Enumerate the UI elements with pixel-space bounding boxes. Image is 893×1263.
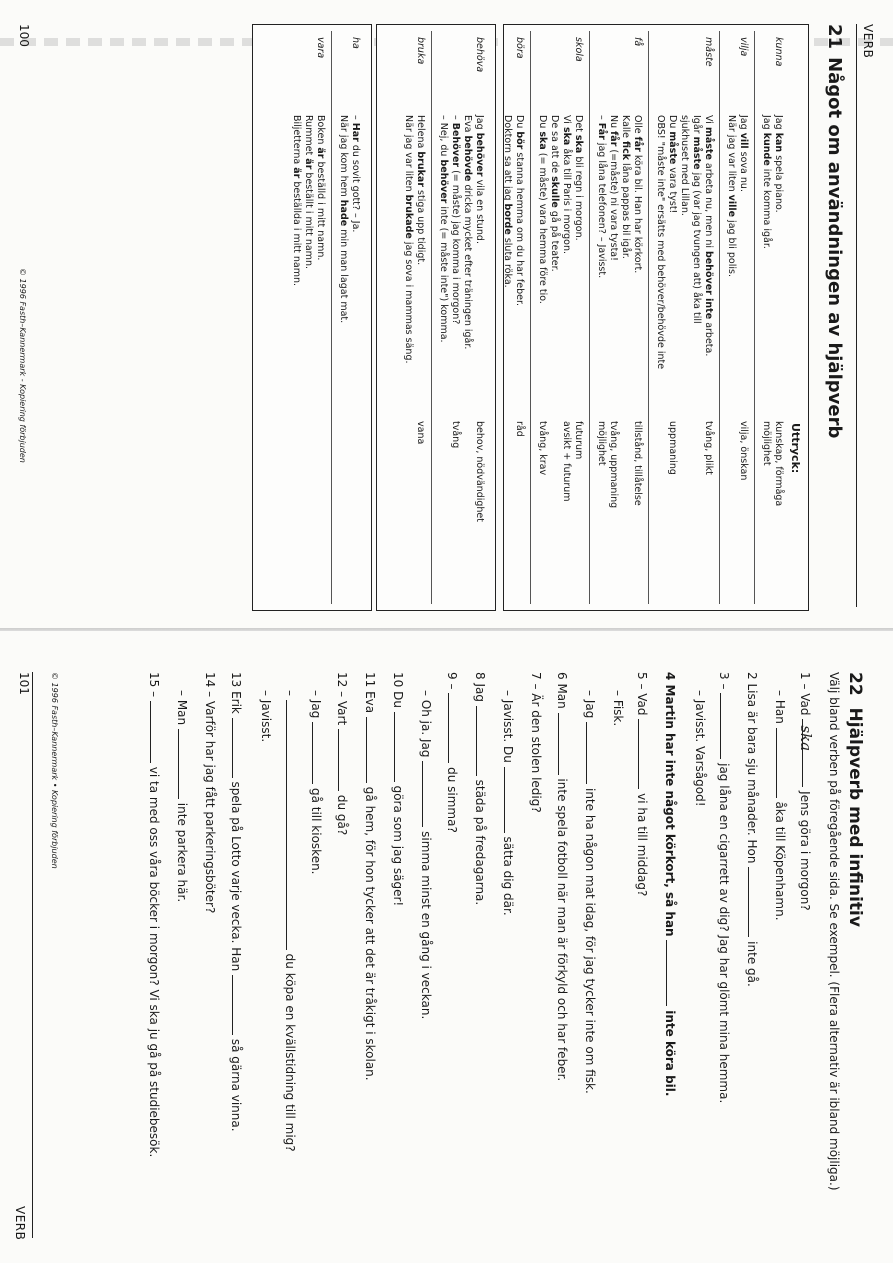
exercise-3: 3 – jag låna en cigarrett av dig? Jag har glömt mina hemma. (717, 672, 731, 1104)
verb-row (654, 25, 714, 610)
example-line: När jag kom hem hade min man lagat mat. (338, 115, 349, 324)
ha-vara-box (252, 24, 372, 611)
example-line: Du bör stanna hemma om du har feber. (514, 115, 525, 307)
example-sentences (337, 115, 361, 415)
exercise-1b: – Han åka till Köpenhamn. (773, 690, 787, 921)
verb-row (337, 25, 361, 610)
example-line: Helena brukar stiga upp tidigt. (415, 115, 426, 266)
answer-blank[interactable] (448, 693, 461, 763)
answer-blank[interactable] (586, 722, 599, 784)
exercise-14: 14 – Varför har jag fått parkeringsböter? (203, 672, 217, 914)
answer-blank[interactable] (776, 728, 789, 798)
exercise-5c: – Jag inte ha någon mat idag, för jag tycker inte om fisk. (583, 690, 597, 1094)
example-line: När jag var liten brukade jag sova i mammas säng. (403, 115, 414, 364)
example-line: Du måste vara tyst! (667, 115, 678, 214)
example-line: Igår måste jag (var jag tvungen att) åka till (691, 115, 702, 324)
answer-blank[interactable] (638, 719, 651, 789)
verb-row (725, 25, 749, 610)
expression-meaning: futurum avsikt + futurum tvång, krav (537, 421, 584, 502)
exercise-instructions: Välj bland verben på föregående sida. Se exempel. (Flera alternativ är ibland möjliga.) (827, 672, 841, 1191)
behova-bruka-box (376, 24, 496, 611)
expression-meaning: tillstånd, tillåtelse tvång, uppmaning möjlighet (596, 421, 643, 509)
verb-label: vilja (738, 37, 749, 57)
verb-row (437, 25, 485, 610)
verb-label: kunna (773, 37, 784, 67)
exercise-1: 1 – Vad ska Jens göra i morgon? (797, 672, 815, 911)
example-line: Biljetterna är beställda i mitt namn. (291, 115, 302, 286)
verb-row (595, 25, 643, 610)
example-line: Du ska (= måste) vara hemma före tio. (537, 115, 548, 304)
answer-blank[interactable] (178, 729, 191, 799)
example-line: Olle får köra bil. Han har körkort. (632, 115, 643, 274)
example-line: – Har du sovit gott? – Ja. (350, 115, 361, 233)
page-100-rotated (0, 0, 893, 631)
exercise-10: 10 Du göra som jag säger! (391, 672, 405, 907)
exercise-5: 5 – Vad vi ha till middag? (635, 672, 649, 897)
page-101 (0, 632, 893, 1263)
expression-meaning: råd (514, 421, 525, 437)
page-number: 101 (17, 672, 31, 695)
row-separator (648, 31, 649, 604)
exercise-5b: – Fisk. (611, 690, 625, 727)
example-line: Jag kunde inte komma igår. (761, 115, 772, 249)
answer-blank[interactable] (366, 717, 379, 783)
exercise-7b: – Javisst. Du sätta dig där. (501, 690, 515, 916)
verb-label: måste (703, 37, 714, 67)
example-sentences (437, 115, 485, 415)
expression-meaning: vana (415, 421, 426, 445)
example-line: Vi måste arbeta nu, men ni behöver inte arbeta. (703, 115, 714, 357)
exercise-14b: – Man inte parkera här. (175, 690, 189, 903)
exercise-13: 13 Erik spela på Lotto varje vecka. Han så gärna vinna. (229, 672, 243, 1132)
page-101-rotated (0, 632, 893, 1263)
verb-label: skola (573, 37, 584, 62)
example-line: När jag var liten ville jag bli polis. (726, 115, 737, 277)
verb-row (501, 25, 525, 610)
exercise-12d: – Javisst. (259, 690, 273, 743)
row-separator (754, 31, 755, 604)
expression-meaning: behov, nödvändighet tvång (450, 421, 485, 522)
answer-blank[interactable] (422, 761, 435, 827)
exercise-7: 7 – Är den stolen ledig? (529, 672, 543, 813)
example-sentences (501, 115, 525, 415)
copyright-note: © 1996 Fasth–Kannermark - Kopiering förbjuden (18, 268, 27, 463)
page-header: VERB (861, 24, 875, 59)
example-sentences (654, 115, 714, 415)
example-sentences (725, 115, 749, 415)
exercise-9b: – Oh ja. Jag simma minst en gång i veckan. (419, 690, 433, 1020)
example-line: Boken är beställd i mitt namn. (315, 115, 326, 261)
answer-blank[interactable] (338, 729, 351, 791)
exercise-6: 6 Man inte spela fotboll när man är förkyld och har feber. (555, 672, 569, 1082)
exercise-8: 8 Jag städa på fredagarna. (473, 672, 487, 906)
page-number: 100 (17, 24, 31, 47)
example-sentences (595, 115, 643, 415)
example-sentences (760, 115, 784, 415)
verb-label: böra (514, 37, 525, 59)
exercise-12c: – du köpa en kvällstidning till mig? (283, 690, 297, 1152)
verb-row (402, 25, 426, 610)
exercise-3b: – Javisst. Varsågod! (693, 690, 707, 807)
section-title: 21Något om användningen av hjälpverb (824, 24, 845, 439)
example-sentences (290, 115, 326, 415)
verb-label: få (632, 37, 643, 47)
verb-label: ha (350, 37, 361, 49)
example-line: Jag kan spela piano. (773, 115, 784, 213)
verb-row (536, 25, 584, 610)
example-line: De sa att de skulle gå på teater. (549, 115, 560, 272)
exercise-11: 11 Eva gå hem, för hon tycker att det är tråkigt i skolan. (363, 672, 377, 1081)
example-line: – Får jag låna telefonen? – Javisst. (596, 115, 607, 279)
answer-blank[interactable] (476, 706, 489, 776)
example-line: Det ska bli regn i morgon. (573, 115, 584, 241)
exercise-15: 15 – vi ta med oss våra böcker i morgon? Vi ska ju gå på studiebesök. (147, 672, 161, 1158)
expressions-heading: Uttryck: (789, 423, 802, 474)
page-100 (0, 0, 893, 631)
row-separator (719, 31, 720, 604)
exercise-2: 2 Lisa är bara sju månader. Hon inte gå. (745, 672, 759, 987)
exercise-title: 22 Hjälpverb med infinitiv (845, 672, 865, 927)
answer-blank[interactable] (666, 940, 679, 1006)
example-line: OBS! "måste inte" ersätts med behöver/behövde inte (655, 115, 666, 370)
answer-blank[interactable] (312, 722, 325, 784)
exercise-9: 9 – du simma? (445, 672, 459, 833)
copyright-note: © 1996 Fasth–Kannermark • Kopiering förbjuden (50, 672, 59, 869)
row-separator (589, 31, 590, 604)
answer-blank[interactable] (558, 713, 571, 775)
answer-blank-filled[interactable]: ska (802, 719, 815, 787)
example-sentences (536, 115, 584, 415)
exercise-12: 12 – Vart du gå? (335, 672, 349, 836)
page-header: VERB (13, 1206, 27, 1241)
verb-label: bruka (415, 37, 426, 65)
verb-row (760, 25, 784, 610)
answer-blank[interactable] (286, 700, 299, 950)
example-line: Vi ska åka till Paris i morgon. (561, 115, 572, 255)
example-line: Jag vill sova nu. (738, 115, 749, 192)
row-separator (530, 31, 531, 604)
answer-blank[interactable] (232, 718, 245, 778)
verb-label: vara (315, 37, 326, 59)
verb-label: behöva (474, 37, 485, 73)
answer-blank[interactable] (232, 975, 245, 1035)
answer-blank[interactable] (504, 767, 517, 833)
example-line: Nu får (=måste) ni vara tysta! (608, 115, 619, 261)
answer-blank[interactable] (150, 701, 163, 763)
exercise-12b: – Jag gå till kiosken. (309, 690, 323, 875)
example-line: Kalle fick låna pappas bil igår. (620, 115, 631, 259)
example-line: – Behöver (= måste) jag komma i morgon? (450, 115, 461, 325)
example-line: Jag behöver vila en stund. (474, 115, 485, 244)
example-line: Doktorn sa att jag borde sluta röka. (502, 115, 513, 288)
exercise-list (35, 672, 815, 1242)
verb-row (290, 25, 326, 610)
auxiliary-verbs-box (503, 24, 809, 611)
answer-blank[interactable] (748, 867, 761, 937)
header-rule (856, 24, 857, 607)
exercise-4: 4 Martin har inte något körkort, så han inte köra bil. (663, 672, 677, 1097)
example-line: Rummet är beställt i mitt namn. (303, 115, 314, 269)
row-separator (431, 31, 432, 604)
example-line: Eva behövde dricka mycket efter träningen igår. (462, 115, 473, 350)
footer-rule (32, 672, 33, 1238)
example-line: – Nej, du behöver inte (= måste inte") komma. (438, 115, 449, 343)
answer-blank[interactable] (394, 712, 407, 782)
page-fold (0, 628, 893, 631)
example-line: sjukhuset med Lillan. (679, 115, 690, 216)
expression-meaning: tvång, plikt uppmaning (667, 421, 714, 475)
answer-blank[interactable] (720, 693, 733, 759)
expression-meaning: vilja, önskan (738, 421, 749, 481)
expression-meaning: kunskap, förmåga möjlighet (761, 421, 784, 507)
row-separator (331, 31, 332, 604)
example-sentences (402, 115, 426, 415)
